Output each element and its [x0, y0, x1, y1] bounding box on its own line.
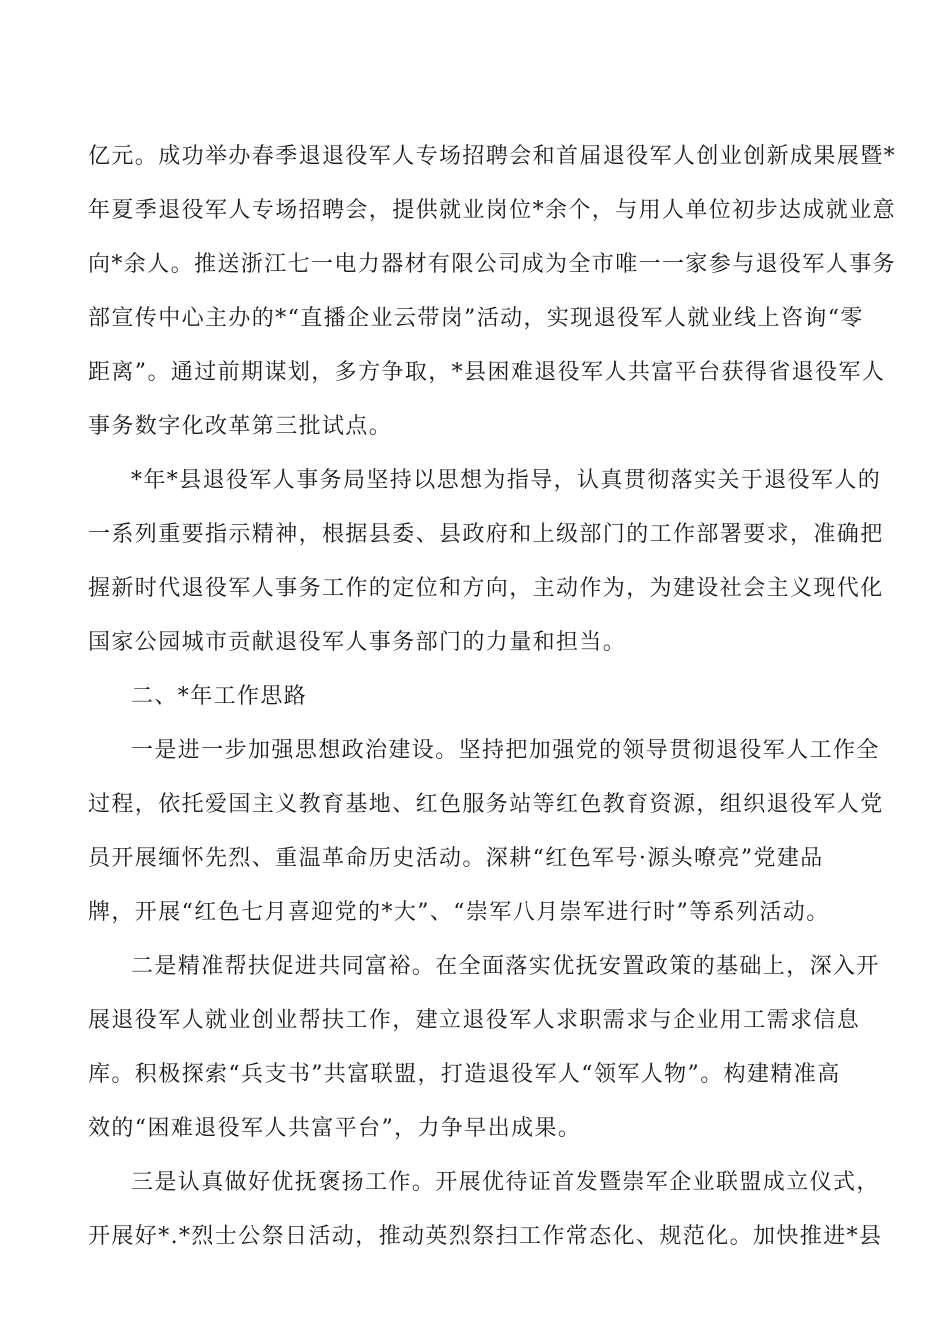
text-line: 效的“困难退役军人共富平台”，力争早出成果。: [88, 1116, 582, 1141]
text-line: *年*县退役军人事务局坚持以思想为指导，认真贯彻落实关于退役军人的: [131, 468, 882, 493]
text-line: 三是认真做好优抚褒扬工作。开展优待证首发暨崇军企业联盟成立仪式，: [131, 1170, 880, 1195]
text-line: 开展好*.*烈士公祭日活动，推动英烈祭扫工作常态化、规范化。加快推进*县: [88, 1224, 883, 1249]
text-line: 一系列重要指示精神，根据县委、县政府和上级部门的工作部署要求，准确把: [88, 522, 884, 547]
text-line: 事务数字化改革第三批试点。: [88, 414, 393, 439]
text-line: 一是进一步加强思想政治建设。坚持把加强党的领导贯彻退役军人工作全: [131, 738, 880, 763]
text-line: 亿元。成功举办春季退退役军人专场招聘会和首届退役军人创业创新成果展暨*: [88, 144, 897, 169]
text-line: 距离”。通过前期谋划，多方争取，*县困难退役军人共富平台获得省退役军人: [88, 360, 886, 385]
section-heading: 二、*年工作思路: [131, 684, 308, 709]
text-line: 国家公园城市贡献退役军人事务部门的力量和担当。: [88, 630, 627, 655]
text-line: 牌，开展“红色七月喜迎党的*大”、“崇军八月崇军进行时”等系列活动。: [88, 900, 830, 925]
text-line: 过程，依托爱国主义教育基地、红色服务站等红色教育资源，组织退役军人党: [88, 792, 884, 817]
text-line: 二是精准帮扶促进共同富裕。在全面落实优抚安置政策的基础上，深入开: [131, 954, 880, 979]
text-line: 展退役军人就业创业帮扶工作，建立退役军人求职需求与企业用工需求信息: [88, 1008, 861, 1033]
text-line: 握新时代退役军人事务工作的定位和方向，主动作为，为建设社会主义现代化: [88, 576, 884, 601]
text-line: 库。积极探索“兵支书”共富联盟，打造退役军人“领军人物”。构建精准高: [88, 1062, 841, 1087]
text-line: 员开展缅怀先烈、重温革命历史活动。深耕“红色军号·源头嘹亮”党建品: [88, 846, 824, 871]
text-line: 向*余人。推送浙江七一电力器材有限公司成为全市唯一一家参与退役军人事务: [88, 252, 897, 277]
text-line: 部宣传中心主办的*“直播企业云带岗”活动，实现退役军人就业线上咨询“零: [88, 306, 864, 331]
text-line: 年夏季退役军人专场招聘会，提供就业岗位*余个，与用人单位初步达成就业意: [88, 198, 897, 223]
